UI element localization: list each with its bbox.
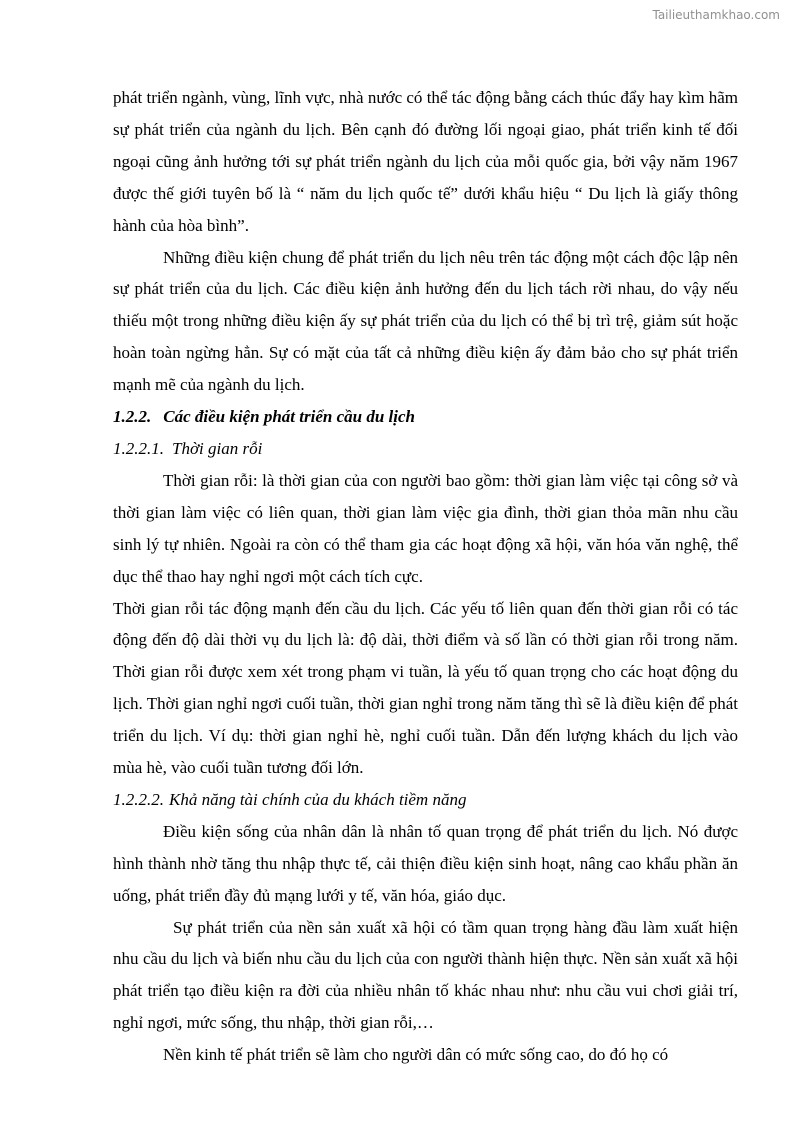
subsection-title: Thời gian rỗi (172, 438, 263, 458)
subsection-heading (113, 784, 738, 816)
paragraph: Những điều kiện chung để phát triển du lịch nêu trên tác động một cách độc lập nên sự phát triển của du lịch. Các điều kiện ảnh hưởng đến du lịch tách rời nhau, do vậy nếu thiếu một trong những điều kiện ấy sự phát triển của du lịch có thể bị trì trệ, giảm sút hoặc hoàn toàn ngừng hẳn. Sự có mặt của tất cả những điều kiện ấy đảm bảo cho sự phát triển mạnh mẽ của ngành du lịch. (113, 247, 738, 395)
section-title: Các điều kiện phát triển cầu du lịch (163, 407, 415, 427)
paragraph: phát triển ngành, vùng, lĩnh vực, nhà nước có thể tác động bằng cách thúc đẩy hay kìm hãm sự phát triển của ngành du lịch. Bên cạnh đó đường lối ngoại giao, phát triển kinh tế đối ngoại cũng ảnh hưởng tới sự phát triển ngành du lịch của mỗi quốc gia, bởi vậy năm 1967 được thế giới tuyên bố là “ năm du lịch quốc tế” dưới khẩu hiệu “ Du lịch là giấy thông hành của hòa bình”. (113, 88, 738, 235)
subsection-title: Khả năng tài chính của du khách tiềm năng (169, 789, 467, 809)
paragraph: Nền kinh tế phát triển sẽ làm cho người dân có mức sống cao, do đó họ có (163, 1045, 669, 1065)
section-number: 1.2.2. (113, 407, 152, 427)
paragraph: Điều kiện sống của nhân dân là nhân tố quan trọng để phát triển du lịch. Nó được hình thành nhờ tăng thu nhập thực tế, cải thiện điều kiện sinh hoạt, nâng cao khẩu phần ăn uống, phát triển đầy đủ mạng lưới y tế, văn hóa, giáo dục. (113, 821, 738, 905)
subsection-number: 1.2.2.2. (113, 789, 164, 809)
subsection-number: 1.2.2.1. (113, 438, 164, 458)
subsection-heading (113, 433, 738, 465)
watermark: Tailieuthamkhao.com (652, 8, 780, 22)
paragraph: Thời gian rỗi tác động mạnh đến cầu du lịch. Các yếu tố liên quan đến thời gian rỗi có tác động đến độ dài thời vụ du lịch là: độ dài, thời điểm và số lần có thời gian rỗi trong năm. Thời gian rỗi được xem xét trong phạm vi tuần, là yếu tố quan trọng cho các hoạt động du lịch. Thời gian nghỉ ngơi cuối tuần, thời gian nghỉ trong năm tăng thì sẽ là điều kiện để phát triển du lịch. Ví dụ: thời gian nghỉ hè, nghỉ cuối tuần. Dẫn đến lượng khách du lịch vào mùa hè, vào cuối tuần tương đối lớn. (113, 598, 738, 778)
paragraph: Thời gian rỗi: là thời gian của con người bao gồm: thời gian làm việc tại công sở và thời gian làm việc có liên quan, thời gian làm việc gia đình, thời gian thỏa mãn nhu cầu sinh lý tự nhiên. Ngoài ra còn có thể tham gia các hoạt động xã hội, văn hóa văn nghệ, thể dục thể thao hay nghỉ ngơi một cách tích cực. (113, 470, 738, 586)
section-heading (113, 401, 738, 433)
paragraph: Sự phát triển của nền sản xuất xã hội có tầm quan trọng hàng đầu làm xuất hiện nhu cầu du lịch và biến nhu cầu du lịch của con người thành hiện thực. Nền sản xuất xã hội phát triển tạo điều kiện ra đời của nhiều nhân tố khác nhau như: nhu cầu vui chơi giải trí, nghỉ ngơi, mức sống, thu nhập, thời gian rỗi,… (113, 917, 738, 1033)
page-content (113, 82, 738, 1071)
